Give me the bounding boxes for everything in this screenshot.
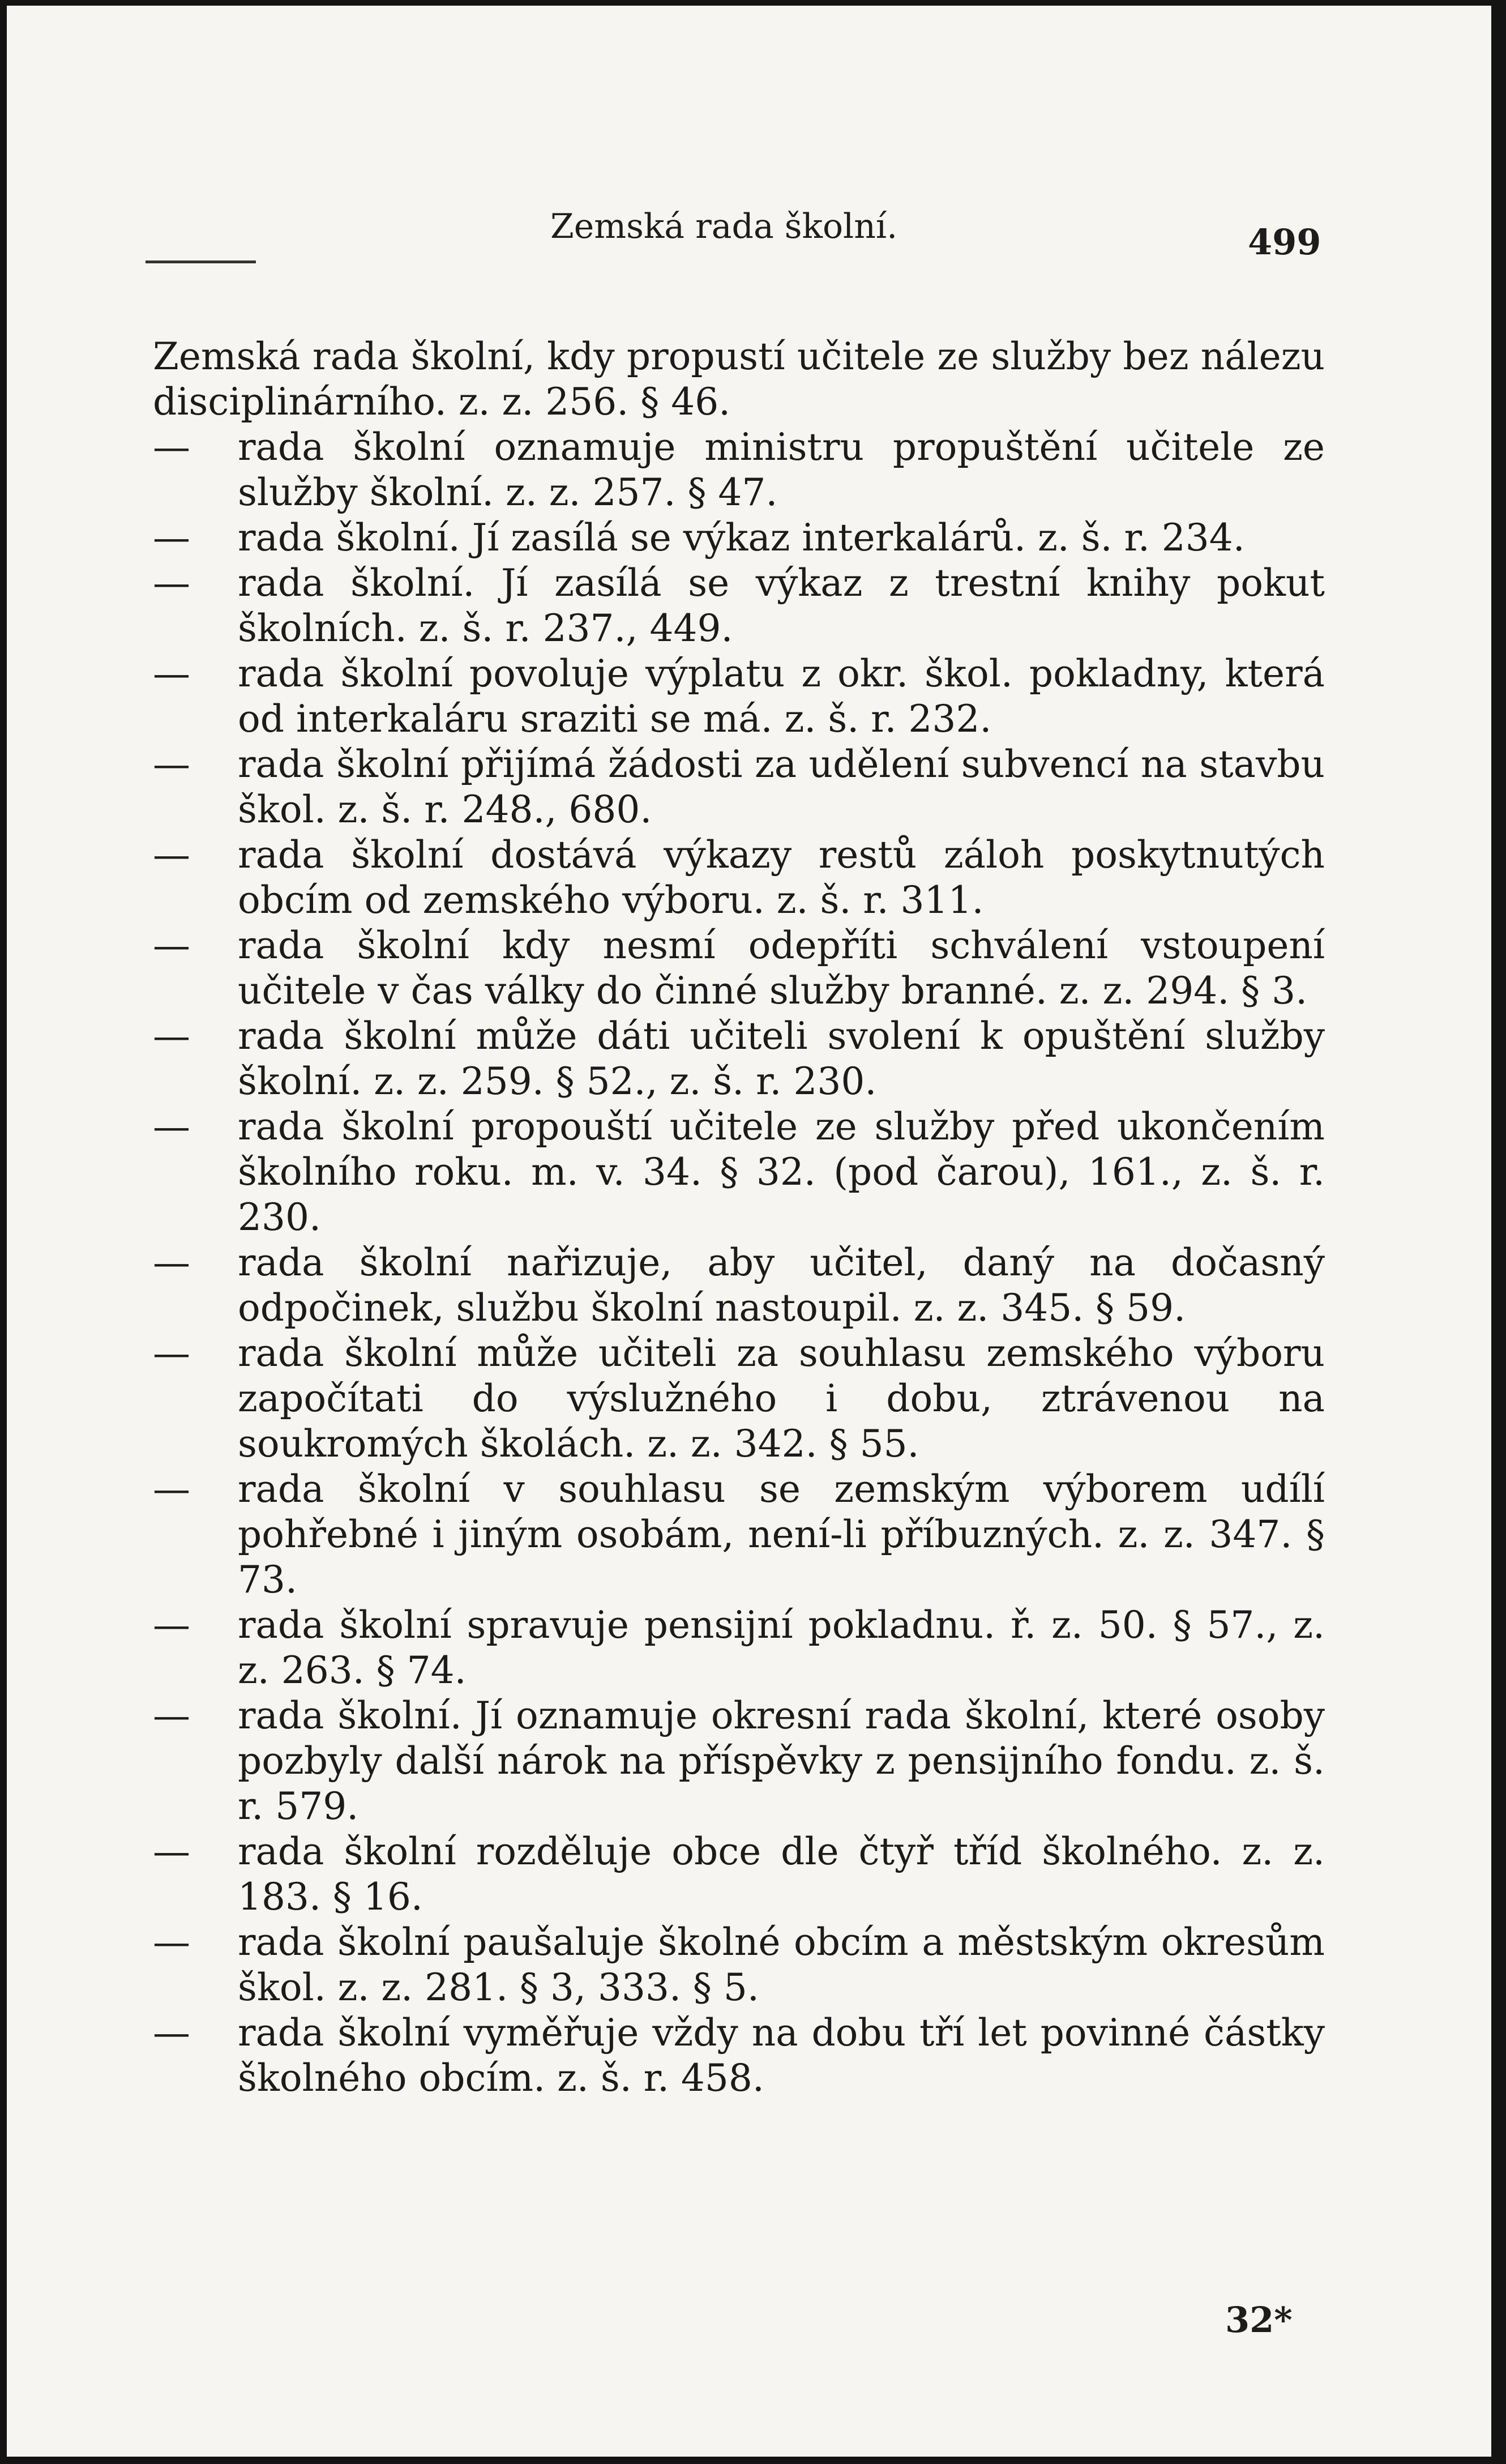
index-entry xyxy=(153,1331,1325,1467)
entry-text: rada školní kdy nesmí odepříti schválení vstoupení učitele v čas války do činné služby branné. z. z. 294. § 3. xyxy=(238,924,1325,1013)
entry-dash: — xyxy=(153,1603,190,1647)
entry-dash: — xyxy=(153,1105,190,1148)
entry-text: rada školní oznamuje ministru propuštění učitele ze služby školní. z. z. 257. § 47. xyxy=(238,425,1325,514)
entry-dash: — xyxy=(153,1241,190,1284)
header-rule xyxy=(146,261,256,263)
entry-dash: — xyxy=(153,561,190,605)
entry-text: rada školní rozděluje obce dle čtyř tříd školného. z. z. 183. § 16. xyxy=(238,1830,1325,1919)
entry-text: rada školní povoluje výplatu z okr. škol. pokladny, která od interkaláru sraziti se má. z. š. r. 232. xyxy=(238,652,1325,741)
index-entry xyxy=(153,515,1325,561)
entry-text: rada školní spravuje pensijní pokladnu. ř. z. 50. § 57., z. z. 263. § 74. xyxy=(238,1603,1325,1692)
entry-dash: — xyxy=(153,742,190,786)
entry-dash: — xyxy=(153,1920,190,1964)
entry-dash: — xyxy=(153,1467,190,1511)
entry-text: rada školní propouští učitele ze služby před ukončením školního roku. m. v. 34. § 32. (pod čarou), 161., z. š. r. 230. xyxy=(238,1105,1325,1239)
entry-text: rada školní v souhlasu se zemským výborem udílí pohřebné i jiným osobám, není-li příbuzných. z. z. 347. § 73. xyxy=(238,1467,1325,1602)
index-entry xyxy=(153,1467,1325,1603)
index-entry xyxy=(153,651,1325,742)
header-title: Zemská rada školní. xyxy=(550,207,898,246)
entry-text: rada školní. Jí zasílá se výkaz z trestní knihy pokut školních. z. š. r. 237., 449. xyxy=(238,561,1325,650)
entry-text: rada školní vyměřuje vždy na dobu tří let povinné částky školného obcím. z. š. r. 458. xyxy=(238,2011,1325,2100)
entry-text: rada školní nařizuje, aby učitel, daný na dočasný odpočinek, službu školní nastoupil. z. z. 345. § 59. xyxy=(238,1241,1325,1330)
entry-dash: — xyxy=(153,652,190,695)
entry-text: rada školní přijímá žádosti za udělení subvencí na stavbu škol. z. š. r. 248., 680. xyxy=(238,742,1325,831)
entry-dash: — xyxy=(153,425,190,469)
entry-dash: — xyxy=(153,833,190,877)
index-entry xyxy=(153,1693,1325,1829)
index-entry xyxy=(153,561,1325,651)
entry-dash: — xyxy=(153,516,190,560)
index-entries xyxy=(153,334,1325,2101)
entry-text: rada školní. Jí oznamuje okresní rada školní, které osoby pozbyly další nárok na příspěvky z pensijního fondu. z. š. r. 579. xyxy=(238,1694,1325,1828)
index-entry xyxy=(153,425,1325,515)
index-entry xyxy=(153,1240,1325,1331)
index-entry xyxy=(153,1014,1325,1104)
entry-dash: — xyxy=(153,1014,190,1058)
entry-text: rada školní dostává výkazy restů záloh poskytnutých obcím od zemského výboru. z. š. r. 311. xyxy=(238,833,1325,922)
page-number: 499 xyxy=(1248,221,1321,263)
entry-text: rada školní. Jí zasílá se výkaz interkalárů. z. š. r. 234. xyxy=(238,516,1245,560)
running-header xyxy=(7,207,1491,269)
entry-text: rada školní může dáti učiteli svolení k opuštění služby školní. z. z. 259. § 52., z. š. r. 230. xyxy=(238,1014,1325,1103)
entry-dash: — xyxy=(153,924,190,967)
index-entry xyxy=(153,742,1325,832)
index-entry xyxy=(153,923,1325,1014)
book-page xyxy=(7,6,1491,2457)
entry-dash: — xyxy=(153,2011,190,2055)
index-entry xyxy=(153,1104,1325,1240)
index-entry xyxy=(153,2010,1325,2101)
index-entry: Zemská rada školní, kdy propustí učitele ze služby bez nálezu disciplinárního. z. z. 256. § 46. xyxy=(153,335,1325,424)
entry-dash: — xyxy=(153,1694,190,1737)
entry-dash: — xyxy=(153,1830,190,1873)
index-entry xyxy=(153,832,1325,923)
entry-text: rada školní může učiteli za souhlasu zemského výboru započítati do výslužného i dobu, ztrávenou na soukromých školách. z. z. 342. § 55. xyxy=(238,1331,1325,1466)
entry-text: rada školní paušaluje školné obcím a městským okresům škol. z. z. 281. § 3, 333. § 5. xyxy=(238,1920,1325,2009)
index-entry xyxy=(153,1603,1325,1693)
signature-mark: 32* xyxy=(1225,2299,1293,2341)
index-entry xyxy=(153,1829,1325,1920)
index-entry xyxy=(153,1920,1325,2010)
entry-dash: — xyxy=(153,1331,190,1375)
